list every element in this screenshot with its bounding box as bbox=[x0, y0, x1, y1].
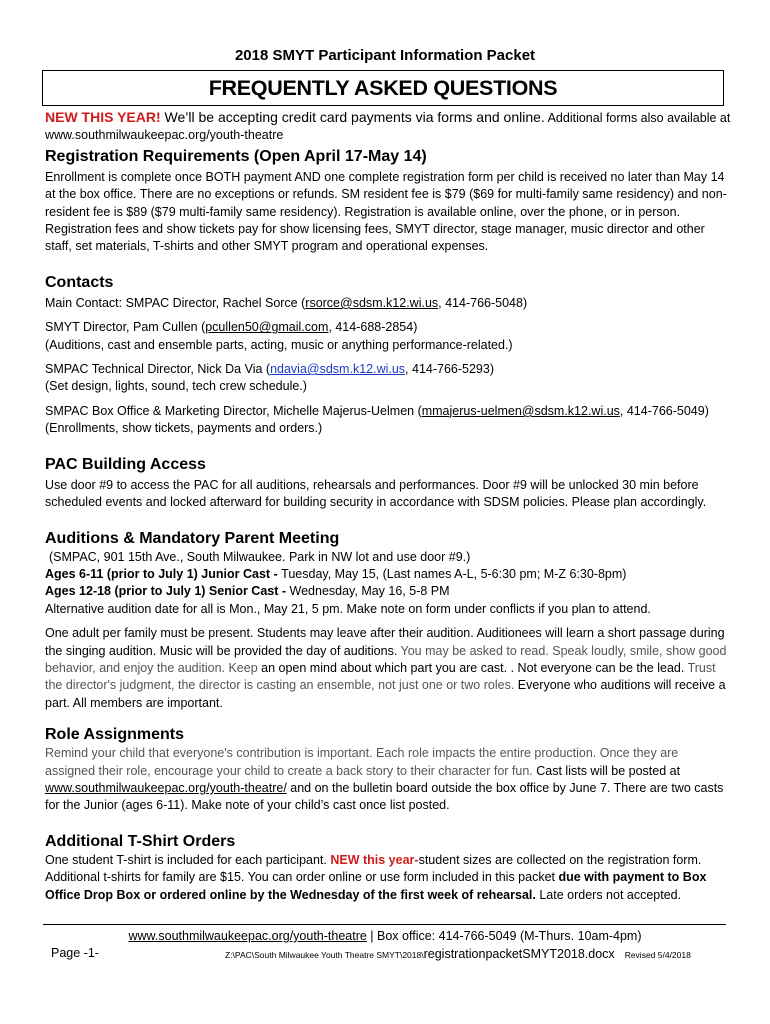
registration-body: Enrollment is complete once BOTH payment AND one complete registration form per child is received no later than May 14 at the box office. There are no exceptions or refunds. SM resident fee is $79 ($69 for multi-family same residency) and non-resident fee is $89 ($79 multi-family same residency). Registration is available online, over the phone, or in person. Registration fees and show tickets pay for show licensing fees, SMYT director, stage manager, music director and other staff, set materials, T-shirts and other SMYT program and operational expenses. bbox=[45, 169, 727, 254]
audition-guidelines bbox=[45, 625, 731, 712]
document-content bbox=[45, 109, 731, 904]
junior-cast-label: Ages 6-11 (prior to July 1) Junior Cast - bbox=[45, 566, 282, 581]
auditions-heading: Auditions & Mandatory Parent Meeting bbox=[45, 529, 340, 547]
building-access-body: Use door #9 to access the PAC for all auditions, rehearsals and performances. Door #9 will be unlocked 30 min before scheduled events and locked afterward for building security in accordance with SDSM policies. Please plan accordingly. bbox=[45, 477, 707, 510]
role-assignments-gray: Remind your child that everyone's contribution is important. Each role impacts the entire production. Once they are assigned their role, encourage your child to create a back story to their character for fun. bbox=[45, 746, 679, 778]
smyt-director-suffix: , 414-688-2854) bbox=[328, 320, 418, 335]
tshirt-text-b: student sizes are collected on the registration form. Additional t-shirts for family are $15. You can order online or use form included in this packet bbox=[45, 852, 702, 885]
role-assignments-heading: Role Assignments bbox=[45, 726, 184, 744]
file-name: registrationpacketSMYT2018.docx bbox=[423, 947, 615, 961]
contacts-heading: Contacts bbox=[45, 273, 114, 291]
footer-divider bbox=[43, 924, 726, 925]
tshirt-body bbox=[45, 852, 731, 904]
junior-cast-line bbox=[45, 566, 731, 583]
senior-cast-line bbox=[45, 583, 731, 600]
box-office-suffix: , 414-766-5049) bbox=[619, 403, 709, 418]
box-office-note: (Enrollments, show tickets, payments and orders.) bbox=[45, 421, 323, 436]
file-path-footer bbox=[225, 947, 691, 961]
role-assignments-link[interactable]: www.southmilwaukeepac.org/youth-theatre/ bbox=[45, 780, 287, 795]
revised-date: Revised 5/4/2018 bbox=[624, 950, 691, 960]
tshirt-new-label: NEW this year- bbox=[330, 852, 419, 867]
main-contact-prefix: Main Contact: SMPAC Director, Rachel Sorce ( bbox=[45, 295, 306, 310]
smyt-director-prefix: SMYT Director, Pam Cullen ( bbox=[45, 320, 206, 335]
audition-guidelines-d: Trust the director's judgment, the director is casting an ensemble, not just one or two roles. bbox=[45, 660, 716, 693]
intro-url[interactable]: www.southmilwaukeepac.org/youth-theatre bbox=[45, 128, 284, 143]
role-assignments-cast-note: Cast lists will be posted at bbox=[532, 763, 681, 778]
role-assignments-rest: and on the bulletin board outside the box office by June 7. There are two casts for the Junior (ages 6-11). Make note of your child’s cast once list posted. bbox=[45, 780, 724, 813]
technical-director-email[interactable]: ndavia@sdsm.k12.wi.us bbox=[270, 362, 406, 377]
audition-guidelines-e: Everyone who auditions will receive a part. All members are important. bbox=[45, 678, 726, 710]
main-contact-suffix: , 414-766-5048) bbox=[438, 295, 528, 310]
footer-url[interactable]: www.southmilwaukeepac.org/youth-theatre bbox=[128, 929, 367, 943]
smyt-director-contact bbox=[45, 319, 731, 354]
audition-guidelines-b: You may be asked to read. Speak loudly, smile, show good behavior, and enjoy the audition. Keep bbox=[45, 643, 727, 675]
technical-director-suffix: , 414-766-5293) bbox=[405, 362, 494, 377]
audition-guidelines-c: an open mind about which part you are cast. . Not everyone can be the lead. bbox=[257, 660, 685, 675]
technical-director-prefix: SMPAC Technical Director, Nick Da Via ( bbox=[45, 362, 271, 377]
registration-heading: Registration Requirements (Open April 17-May 14) bbox=[45, 147, 427, 165]
technical-director-note: (Set design, lights, sound, tech crew schedule.) bbox=[45, 379, 307, 394]
packet-title: 2018 SMYT Participant Information Packet bbox=[234, 47, 536, 64]
footer-contact-line bbox=[0, 929, 770, 943]
main-contact bbox=[45, 295, 731, 312]
box-office-contact bbox=[45, 403, 731, 438]
building-access-heading: PAC Building Access bbox=[45, 455, 206, 473]
tshirt-text-c: Late orders not accepted. bbox=[535, 887, 682, 902]
intro-paragraph bbox=[45, 109, 731, 145]
junior-cast-text: Tuesday, May 15, (Last names A-L, 5-6:30 pm; M-Z 6:30-8pm) bbox=[281, 566, 627, 581]
audition-guidelines-a: One adult per family must be present. Students may leave after their audition. Auditionees will learn a short passage during the singing audition. Music will be provided the day of auditions. bbox=[45, 626, 725, 658]
file-path: Z:\PAC\South Milwaukee Youth Theatre SMYT\2018\ bbox=[225, 950, 424, 960]
box-office-prefix: SMPAC Box Office & Marketing Director, Michelle Majerus-Uelmen ( bbox=[45, 403, 422, 418]
page-number: Page -1- bbox=[51, 946, 99, 960]
main-contact-email[interactable]: rsorce@sdsm.k12.wi.us bbox=[305, 295, 439, 310]
faq-title-box: FREQUENTLY ASKED QUESTIONS bbox=[42, 70, 724, 106]
tshirt-heading: Additional T-Shirt Orders bbox=[45, 832, 236, 850]
senior-cast-text: Wednesday, May 16, 5-8 PM bbox=[289, 584, 450, 599]
intro-small-text: Additional forms also available at bbox=[544, 111, 731, 125]
technical-director-contact bbox=[45, 361, 731, 396]
box-office-email[interactable]: mmajerus-uelmen@sdsm.k12.wi.us bbox=[421, 403, 620, 418]
senior-cast-label: Ages 12-18 (prior to July 1) Senior Cast - bbox=[45, 584, 290, 599]
footer-contact: | Box office: 414-766-5049 (M-Thurs. 10am-4pm) bbox=[366, 929, 642, 943]
alternate-audition: Alternative audition date for all is Mon., May 21, 5 pm. Make note on form under conflicts if you plan to attend. bbox=[45, 601, 651, 616]
intro-main-text: We’ll be accepting credit card payments via forms and online. bbox=[160, 109, 545, 125]
tshirt-bold-text: due with payment to Box Office Drop Box or ordered online by the Wednesday of the first week of rehearsal. bbox=[45, 870, 707, 902]
tshirt-text-a: One student T-shirt is included for each participant. bbox=[45, 852, 331, 867]
new-this-year-label: NEW THIS YEAR! bbox=[45, 109, 161, 125]
role-assignments-body bbox=[45, 745, 731, 815]
smyt-director-note: (Auditions, cast and ensemble parts, acting, music or anything performance-related.) bbox=[45, 337, 513, 352]
smyt-director-email[interactable]: pcullen50@gmail.com bbox=[205, 320, 329, 335]
auditions-location: (SMPAC, 901 15th Ave., South Milwaukee. Park in NW lot and use door #9.) bbox=[49, 549, 471, 564]
